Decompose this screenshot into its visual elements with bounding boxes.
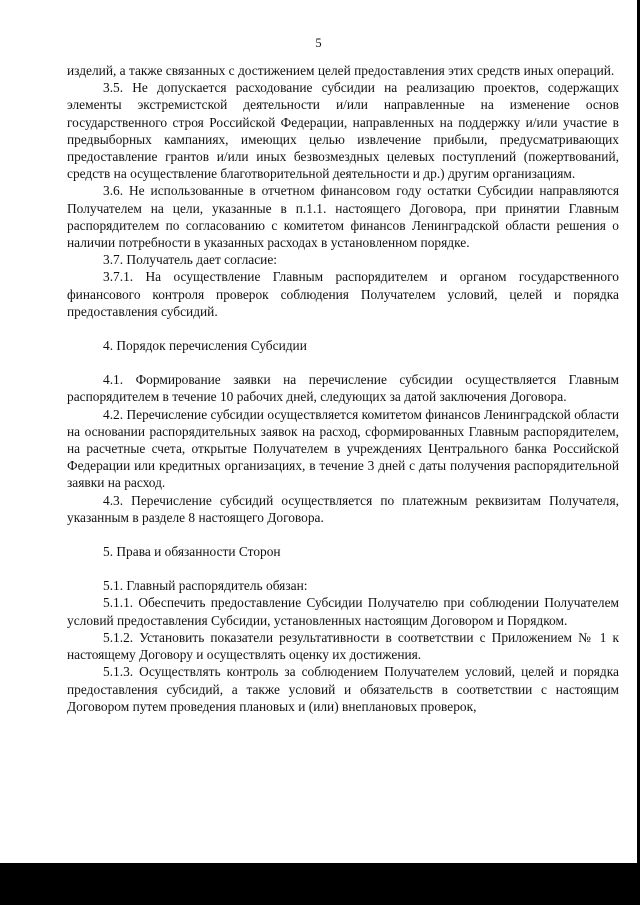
- paragraph-5-1-3: 5.1.3. Осуществлять контроль за соблюдением Получателем условий, целей и порядка предоставления субсидий, а также условий и обязательств в соответствии с настоящим Договором путем проведения плановых и (или) внеплановых проверок,: [67, 664, 619, 714]
- paragraph-5-1: 5.1. Главный распорядитель обязан:: [103, 578, 308, 594]
- section-heading-5: 5. Права и обязанности Сторон: [103, 544, 281, 560]
- paragraph-5-1-2: 5.1.2. Установить показатели результативности в соответствии с Приложением № 1 к настоящему Договору и осуществлять оценку их достижения.: [67, 629, 619, 663]
- paragraph-5-1-1: 5.1.1. Обеспечить предоставление Субсидии Получателю при соблюдении Получателем условий предоставления Субсидии, установленных настоящим Договором и Порядком.: [67, 595, 619, 628]
- spacer: [67, 526, 619, 543]
- paragraph-3-6: 3.6. Не использованные в отчетном финансовом году остатки Субсидии направляются Получателем на цели, указанные в п.1.1. настоящего Договора, при принятии Главным распорядителем по согласованию с комитетом финансов Ленинградской области решения о наличии потребности в указанных расходах в установленном порядке.: [67, 183, 619, 251]
- section-heading-4: 4. Порядок перечисления Субсидии: [103, 338, 307, 354]
- paragraph-4-3: 4.3. Перечисление субсидий осуществляется по платежным реквизитам Получателя, указанным в разделе 8 настоящего Договора.: [67, 492, 619, 525]
- paragraph-4-2: 4.2. Перечисление субсидии осуществляется комитетом финансов Ленинградской области на основании распорядительных заявок на расход, сформированных Главным распорядителем, на расчетные счета, открытые Получателем в учреждениях Центрального банка Российской Федерации или кредитных организациях, в течение 3 дней с даты получения распорядительной заявки на расход.: [67, 406, 619, 491]
- paragraph-3-7: 3.7. Получатель дает согласие:: [103, 252, 278, 268]
- paragraph-3-7-1: 3.7.1. На осуществление Главным распорядителем и органом государственного финансового контроля проверок соблюдения Получателем условий, целей и порядка предоставления субсидий.: [67, 269, 619, 319]
- spacer: [67, 320, 619, 337]
- paragraph-3-5: 3.5. Не допускается расходование субсидии на реализацию проектов, содержащих элементы экстремистской деятельности и/или направленные на изменение основ государственного строя Российской Федерации, направленных на поддержку и/или участие в предвыборных кампаниях, имеющих целью извлечение прибыли, предусматривающих предоставление грантов и/или иных безвозмездных целевых поступлений (пожертвований, средств на осуществление благотворительной деятельности и др.) другим организациям.: [67, 80, 619, 182]
- document-body: [67, 62, 619, 715]
- spacer: [67, 354, 619, 371]
- paragraph-4-1: 4.1. Формирование заявки на перечисление субсидии осуществляется Главным распорядителем в течение 10 рабочих дней, следующих за датой заключения Договора.: [67, 372, 619, 405]
- spacer: [67, 560, 619, 577]
- paragraph-continuation: изделий, а также связанных с достижением целей предоставления этих средств иных операций.: [67, 63, 615, 78]
- page-number: 5: [315, 36, 322, 50]
